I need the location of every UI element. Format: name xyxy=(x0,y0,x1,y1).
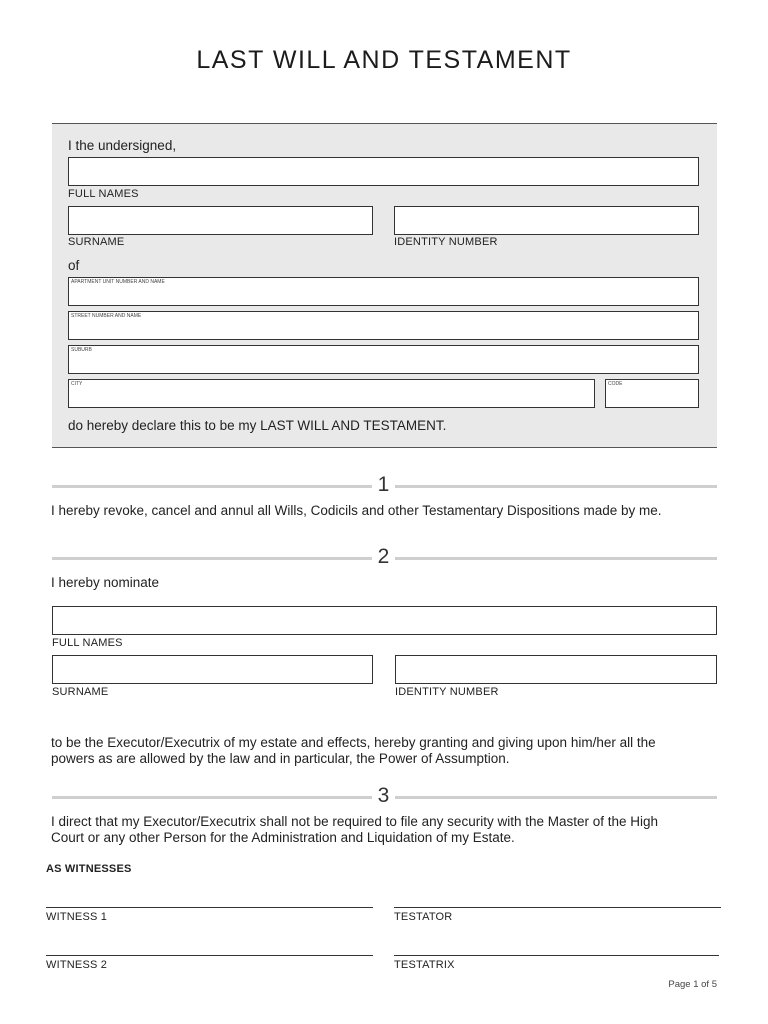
section-1-divider xyxy=(52,473,717,497)
section-1-text: I hereby revoke, cancel and annul all Wills, Codicils and other Testamentary Dispositions made by me. xyxy=(51,503,662,518)
intro-text: I the undersigned, xyxy=(68,138,177,153)
section-3-text-line-2: Court or any other Person for the Administration and Liquidation of my Estate. xyxy=(51,830,515,845)
witness-1-label: WITNESS 1 xyxy=(46,911,108,923)
section-2-text-line-1: to be the Executor/Executrix of my estate and effects, hereby granting and giving upon him/her all the xyxy=(51,735,656,750)
section-2-text-line-2: powers as are allowed by the law and in particular, the Power of Assumption. xyxy=(51,751,510,766)
divider-line xyxy=(52,485,372,488)
section-number: 2 xyxy=(377,545,390,568)
testatrix-label: TESTATRIX xyxy=(394,959,455,971)
city-label: CITY xyxy=(71,381,83,387)
witness-2-label: WITNESS 2 xyxy=(46,959,108,971)
section-3-text xyxy=(51,814,721,846)
document-title: LAST WILL AND TESTAMENT xyxy=(196,46,572,74)
executor-identity-label: IDENTITY NUMBER xyxy=(395,686,499,698)
witness-2-signature-line[interactable] xyxy=(46,955,373,956)
suburb-label: SUBURB xyxy=(71,347,92,353)
section-3-text-line-1: I direct that my Executor/Executrix shall not be required to file any security with the Master of the High xyxy=(51,814,659,829)
testator-identity-field[interactable] xyxy=(394,206,699,235)
divider-line xyxy=(395,557,717,560)
section-2-divider xyxy=(52,545,717,569)
suburb-field[interactable] xyxy=(68,345,699,374)
witness-1-signature-line[interactable] xyxy=(46,907,373,908)
full-names-label: FULL NAMES xyxy=(68,188,139,200)
witnesses-heading: AS WITNESSES xyxy=(46,863,132,875)
street-label: STREET NUMBER AND NAME xyxy=(71,313,142,319)
surname-label: SURNAME xyxy=(68,236,125,248)
section-2-intro: I hereby nominate xyxy=(51,575,160,590)
apartment-label: APARTMENT UNIT NUMBER AND NAME xyxy=(71,279,165,285)
of-text: of xyxy=(68,258,80,273)
testator-surname-field[interactable] xyxy=(68,206,373,235)
testator-full-names-field[interactable] xyxy=(68,157,699,186)
testator-label: TESTATOR xyxy=(394,911,453,923)
identity-label: IDENTITY NUMBER xyxy=(394,236,498,248)
executor-surname-field[interactable] xyxy=(52,655,373,684)
code-label: CODE xyxy=(608,381,623,387)
declaration-closing-text: do hereby declare this to be my LAST WILL AND TESTAMENT. xyxy=(68,418,447,433)
divider-line xyxy=(52,557,372,560)
apartment-field[interactable] xyxy=(68,277,699,306)
section-number: 1 xyxy=(377,473,390,496)
testator-signature-line[interactable] xyxy=(394,907,721,908)
section-number: 3 xyxy=(377,784,390,807)
section-2-text xyxy=(51,735,721,767)
executor-full-names-field[interactable] xyxy=(52,606,717,635)
street-field[interactable] xyxy=(68,311,699,340)
page-number: Page 1 of 5 xyxy=(668,979,717,990)
divider-line xyxy=(395,485,717,488)
divider-line xyxy=(395,796,717,799)
testatrix-signature-line[interactable] xyxy=(394,955,719,956)
executor-identity-field[interactable] xyxy=(395,655,717,684)
divider-line xyxy=(52,796,372,799)
executor-full-names-label: FULL NAMES xyxy=(52,637,123,649)
testator-declaration-panel xyxy=(52,123,717,448)
executor-surname-label: SURNAME xyxy=(52,686,109,698)
section-3-divider xyxy=(52,784,717,808)
code-field[interactable] xyxy=(605,379,699,408)
city-field[interactable] xyxy=(68,379,595,408)
